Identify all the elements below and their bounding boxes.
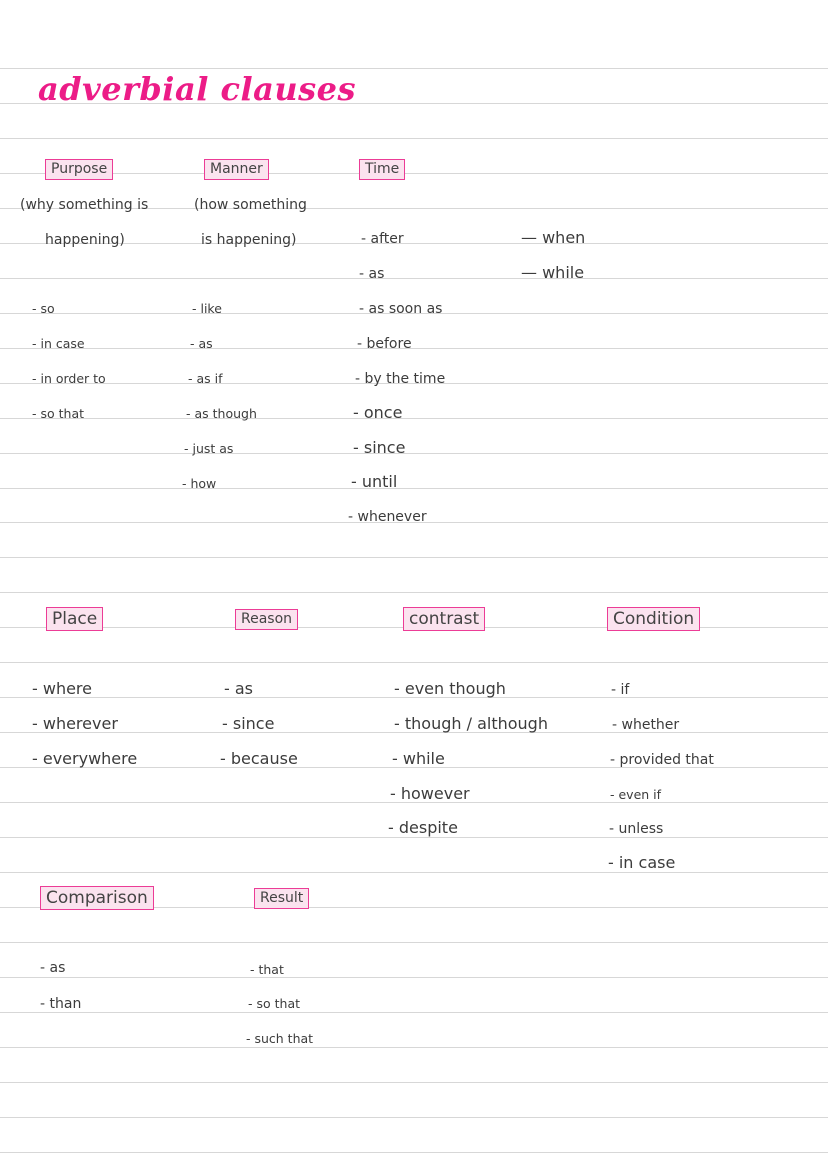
ruled-line (0, 1047, 828, 1048)
ruled-line (0, 348, 828, 349)
time-item: - after (361, 231, 404, 247)
ruled-line (0, 837, 828, 838)
contrast-item: - while (392, 749, 445, 768)
contrast-item: - despite (388, 818, 458, 837)
condition-item: - in case (608, 853, 676, 872)
condition-item: - whether (612, 717, 680, 733)
time-item: - as (359, 266, 385, 282)
condition-label: Condition (607, 607, 700, 631)
purpose-item: - in case (32, 336, 85, 351)
ruled-line (0, 557, 828, 558)
ruled-line (0, 138, 828, 139)
reason-label: Reason (235, 609, 298, 630)
time-item: - since (353, 438, 406, 457)
page-title: adverbial clauses (38, 70, 357, 108)
condition-item: - even if (610, 787, 662, 802)
ruled-line (0, 453, 828, 454)
time-item: - once (353, 403, 403, 422)
time-item: - as soon as (359, 301, 443, 317)
contrast-item: - even though (394, 679, 506, 698)
time-item: - by the time (355, 371, 446, 387)
manner-item: - how (182, 476, 217, 491)
ruled-line (0, 977, 828, 978)
ruled-line (0, 872, 828, 873)
condition-item: - if (611, 682, 630, 698)
result-item: - so that (248, 996, 301, 1011)
manner-item: - like (192, 301, 222, 316)
purpose-item: - in order to (32, 371, 106, 386)
time-item: - before (357, 336, 412, 352)
purpose-label: Purpose (45, 159, 113, 180)
reason-item: - since (222, 714, 275, 733)
manner-note-line: (how something (194, 197, 307, 213)
place-item: - wherever (32, 714, 118, 733)
comparison-item: - than (40, 996, 82, 1012)
reason-item: - as (224, 679, 253, 698)
purpose-note-line: (why something is (20, 197, 149, 213)
result-item: - such that (246, 1031, 314, 1046)
purpose-note-line: happening) (45, 232, 125, 248)
comparison-item: - as (40, 960, 66, 976)
place-item: - everywhere (32, 749, 138, 768)
manner-note-line: is happening) (201, 232, 297, 248)
manner-item: - as if (188, 371, 223, 386)
condition-item: - provided that (610, 752, 714, 768)
time-label: Time (359, 159, 405, 180)
time-item: - until (351, 472, 398, 491)
place-item: - where (32, 679, 92, 698)
manner-label: Manner (204, 159, 269, 180)
ruled-line (0, 488, 828, 489)
ruled-line (0, 592, 828, 593)
contrast-label: contrast (403, 607, 485, 631)
manner-item: - as though (186, 406, 257, 421)
ruled-line (0, 1152, 828, 1153)
contrast-item: - however (390, 784, 470, 803)
ruled-line (0, 662, 828, 663)
purpose-item: - so (32, 301, 55, 316)
ruled-line (0, 1082, 828, 1083)
ruled-line (0, 1117, 828, 1118)
ruled-line (0, 68, 828, 69)
ruled-line (0, 418, 828, 419)
result-label: Result (254, 888, 309, 909)
condition-item: - unless (609, 821, 664, 837)
reason-item: - because (220, 749, 298, 768)
comparison-label: Comparison (40, 886, 154, 910)
result-item: - that (250, 962, 284, 977)
ruled-line (0, 173, 828, 174)
manner-item: - as (190, 336, 213, 351)
time-item: - whenever (348, 509, 427, 525)
manner-item: - just as (184, 441, 234, 456)
contrast-item: - though / although (394, 714, 548, 733)
ruled-line (0, 278, 828, 279)
place-label: Place (46, 607, 103, 631)
time-item: — when (521, 228, 586, 247)
purpose-item: - so that (32, 406, 85, 421)
ruled-line (0, 1012, 828, 1013)
time-item: — while (521, 263, 585, 282)
ruled-line (0, 942, 828, 943)
